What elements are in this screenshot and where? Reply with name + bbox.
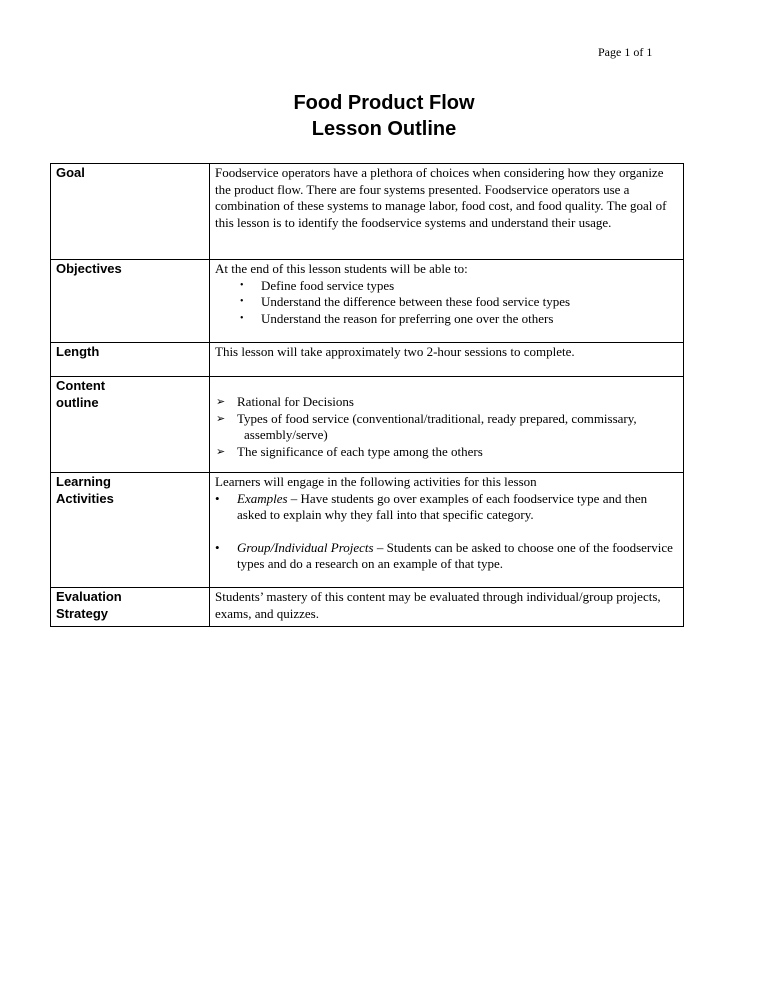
activity-term: Examples <box>237 490 288 506</box>
objectives-cell <box>210 260 684 343</box>
lesson-outline-table <box>50 163 684 627</box>
title-line-1: Food Product Flow <box>293 92 475 114</box>
row-objectives <box>51 260 684 343</box>
list-item-text: The significance of each type among the others <box>237 443 483 459</box>
row-evaluation <box>51 588 684 627</box>
list-item-text: Types of food service (conventional/traditional, ready prepared, commissary, <box>237 410 637 426</box>
objectives-intro: At the end of this lesson students will be able to: <box>215 261 468 276</box>
list-item: • Define food service types <box>237 278 678 295</box>
row-content-outline <box>51 377 684 473</box>
activity-term: Group/Individual Projects <box>237 539 374 555</box>
arrow-bullet-icon: ➢ <box>216 396 226 408</box>
learning-activities-label <box>51 473 210 588</box>
goal-label: Goal <box>51 164 210 260</box>
objectives-label: Objectives <box>51 260 210 343</box>
label-line: Content <box>56 378 106 393</box>
arrow-bullet-icon: ➢ <box>216 412 226 425</box>
label-line: Evaluation <box>56 589 122 604</box>
learning-activities-intro: Learners will engage in the following activities for this lesson <box>215 474 537 489</box>
document-title <box>0 90 768 142</box>
length-text: This lesson will take approximately two 2-hour sessions to complete. <box>210 343 684 377</box>
bullet-icon: • <box>215 539 220 555</box>
goal-text: Foodservice operators have a plethora of choices when considering how they organize the product flow. There are four systems presented. Foodservice operators use a combination of these systems to manage labor, food cost, and food quality. The goal of this lesson is to identify the foodservice systems and understand their usage. <box>210 164 684 260</box>
evaluation-text: Students’ mastery of this content may be evaluated through individual/group projects, exams, and quizzes. <box>210 588 684 627</box>
label-line: Activities <box>56 490 114 506</box>
list-item <box>215 491 678 524</box>
label-line: Strategy <box>56 605 109 621</box>
objectives-list <box>215 278 678 328</box>
content-outline-cell <box>210 377 684 473</box>
label-line: outline <box>56 394 99 410</box>
list-item-continuation: assembly/serve) <box>244 427 328 442</box>
label-line: Learning <box>56 474 111 489</box>
learning-activities-cell <box>210 473 684 588</box>
evaluation-label <box>51 588 210 627</box>
list-item-text: Rational for Decisions <box>237 394 354 409</box>
length-label: Length <box>51 343 210 377</box>
bullet-icon: • <box>215 490 220 506</box>
title-line-2: Lesson Outline <box>311 118 457 140</box>
content-outline-list <box>215 394 678 460</box>
row-learning-activities <box>51 473 684 588</box>
row-goal <box>51 164 684 260</box>
list-item <box>215 394 678 411</box>
page-number: Page 1 of 1 <box>598 45 653 59</box>
activity-text: – Have students go over examples of each foodservice type and then asked to explain why they fall into that specific category. <box>237 490 648 522</box>
list-item <box>215 540 678 573</box>
row-length <box>51 343 684 377</box>
list-item: • Understand the difference between these food service types <box>237 294 678 311</box>
list-item <box>215 411 678 444</box>
arrow-bullet-icon: ➢ <box>216 445 226 458</box>
activity-text: – Students can be asked to choose one of the foodservice types and do a research on an example of that type. <box>237 539 673 571</box>
list-item: • Understand the reason for preferring one over the others <box>237 311 678 328</box>
list-item <box>215 444 678 461</box>
content-outline-label <box>51 377 210 473</box>
